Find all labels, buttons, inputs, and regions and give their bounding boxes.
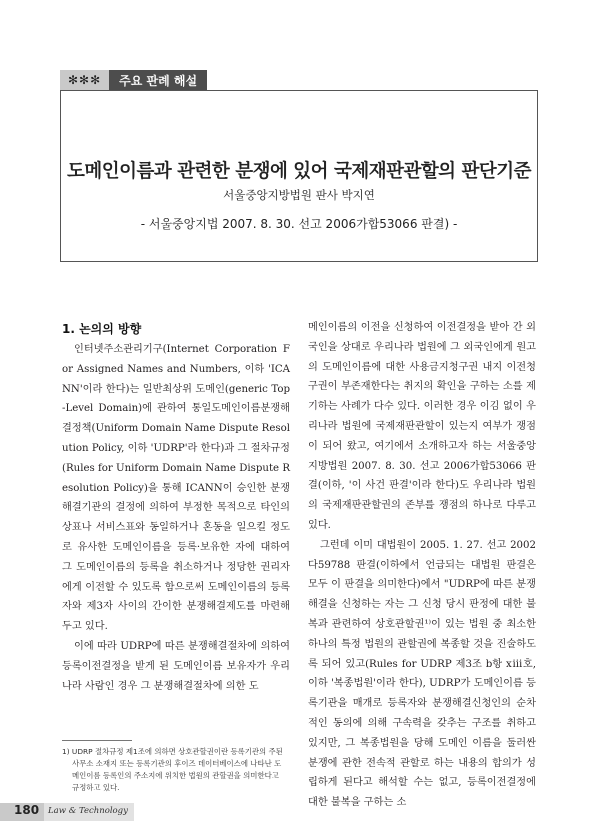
article-title: 도메인이름과 관련한 분쟁에 있어 국제재판관할의 판단기준	[67, 161, 531, 182]
footnote-line: 1) UDRP 절차규정 제1조에 의하면 상호관할권이란 등록기관의 주된	[62, 747, 283, 756]
case-reference: - 서울중앙지법 2007. 8. 30. 선고 2006가합53066 판결) -	[140, 217, 458, 231]
section-heading: 1. 논의의 방향	[62, 322, 142, 336]
paragraph: 이에 따라 UDRP에 따른 분쟁해결절차에 의하여 등록이전결정을 받게 된 도메인이름 보유자가 우리나라 사람인 경우 그 분쟁해결절차에 의한 도	[62, 640, 290, 692]
left-column	[62, 340, 290, 696]
footnote-divider	[62, 740, 132, 741]
paragraph: 그런데 이미 대법원이 2005. 1. 27. 선고 2002다59788 판결(이하에서 언급되는 대법원 판결은 모두 이 판결을 의미한다)에서 "UDRP에 따른 분쟁해결을 신청하는 자는 그 신청 당시 판정에 대한 불복과 관련하여 상호관할권¹⁾이 있는 법원 중 최소한 하나의 특정 법원의 관할권에 복종할 것을 진술하도록 되어 있고(Rules for UDRP 제3조 b항 ⅹⅲ호, 이하 '복종법원'이라 한다), UDRP가 도메인이름 등록기관을 매개로 등록자와 분쟁해결신청인의 순차적인 동의에 의해 구속력을 갖추는 구조를 취하고 있지만, 그 복종법원을 당해 도메인 이름을 둘러싼 분쟁에 관한 전속적 관할로 하는 내용의 합의가 성립하게 된다고 해석할 수는 없고, 등록이전결정에 대한 불복을 구하는 소	[308, 539, 536, 809]
page-number: 180	[14, 803, 40, 817]
paragraph: 인터넷주소관리기구(Internet Corporation For Assigned Names and Numbers, 이하 'ICANN'이라 한다)는 일반최상위 도메인(generic Top-Level Domain)에 관하여 통일도메인이름분쟁해결정책(Uniform Domain Name Dispute Resolution Policy, 이하 'UDRP'라 한다)과 그 절차규정(Rules for Uniform Domain Name Dispute Resolution Policy)을 통해 ICANN이 승인한 분쟁해결기관의 결정에 의하여 부정한 목적으로 타인의 상표나 서비스표와 동일하거나 혼동을 일으킬 정도로 유사한 도메인이름을 등록·보유한 자에 대하여 그 도메인이름의 등록을 취소하거나 정당한 권리자에게 이전할 수 있도록 함으로써 도메인이름의 등록자와 제3자 사이의 간이한 분쟁해결제도를 마련해 두고 있다.	[62, 344, 291, 633]
footnote	[62, 746, 290, 794]
title-box	[60, 90, 538, 262]
section-tag-label: 주요 판례 해설	[109, 70, 207, 90]
footnote-line: 규정하고 있다.	[72, 783, 120, 792]
paragraph: 메인이름의 이전을 신청하여 이전결정을 받아 간 외국인을 상대로 우리나라 법원에 그 외국인에게 원고의 도메인이름에 대한 사용금지청구권 내지 이전청구권이 부존재한다는 취지의 확인을 구하는 소를 제기하는 사례가 다수 있다. 이러한 경우 이김 없이 우리나라 법원에 국제재판관할이 있는지 여부가 쟁점이 되어 왔고, 여기에서 소개하고자 하는 서울중앙지방법원 2007. 8. 30. 선고 2006가합53066 판결(이하, '이 사건 판결'이라 한다)도 우리나라 법원의 국제재판관할권의 존부를 쟁점의 하나로 다루고 있다.	[308, 322, 536, 531]
top-edge	[0, 0, 600, 14]
right-column	[308, 318, 536, 813]
section-tag	[60, 70, 207, 90]
stars-icon: ✻✻✻	[60, 70, 109, 90]
article-author: 서울중앙지방법원 판사 박지연	[223, 188, 375, 202]
footnote-line: 메인이름 등록인의 주소지에 위치한 법원의 관할권을 의미한다고	[72, 771, 279, 780]
footnote-line: 사무소 소재지 또는 등록기관의 후이즈 데이터베이스에 나타난 도	[72, 759, 282, 768]
journal-name: Law & Technology	[48, 806, 128, 816]
